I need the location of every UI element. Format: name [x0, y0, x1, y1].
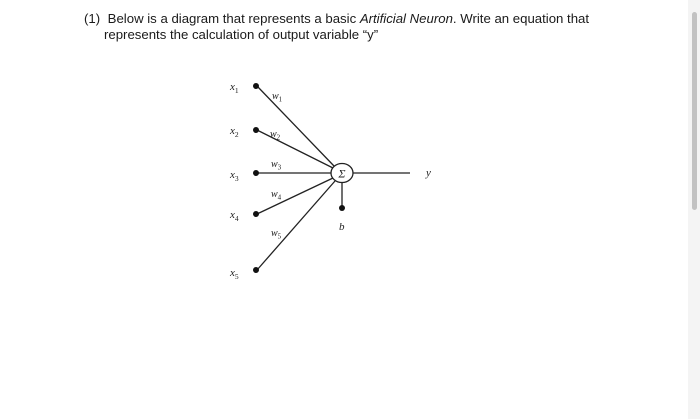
vertical-scrollbar[interactable] [688, 0, 700, 419]
weight-label-3: $w_3$ [271, 159, 282, 172]
input-node-2 [253, 127, 259, 133]
weight-label-5: $w_5$ [271, 228, 282, 241]
weight-label-2: $w_2$ [270, 129, 281, 142]
question-line-1-end: . Write an equation that [452, 11, 590, 26]
input-label-5: $x_5$ [230, 267, 239, 281]
input-line-5 [257, 181, 335, 270]
input-label-4: $x_4$ [230, 209, 239, 223]
scrollbar-thumb[interactable] [692, 12, 697, 210]
question-line-2: represents the calculation of output variable “y” [104, 27, 379, 42]
question-number: (1) [84, 11, 101, 26]
input-label-1: $x_1$ [230, 81, 239, 95]
weight-label-4: $w_4$ [271, 189, 282, 202]
question-line-1-start: Below is a diagram that represents a basic [107, 11, 360, 26]
input-line-2 [257, 130, 333, 168]
summation-symbol: Σ [338, 166, 346, 181]
bias-node [339, 205, 345, 211]
output-label: y [426, 167, 431, 179]
input-node-1 [253, 83, 259, 89]
input-label-3: $x_3$ [230, 169, 239, 183]
bias-label: b [339, 221, 345, 233]
input-node-5 [253, 267, 259, 273]
weight-label-1: $w_1$ [272, 91, 283, 104]
input-label-2: $x_2$ [230, 125, 239, 139]
input-node-4 [253, 211, 259, 217]
question-emphasis: Artificial Neuron [359, 11, 453, 26]
input-node-3 [253, 170, 259, 176]
input-line-1 [257, 86, 334, 166]
